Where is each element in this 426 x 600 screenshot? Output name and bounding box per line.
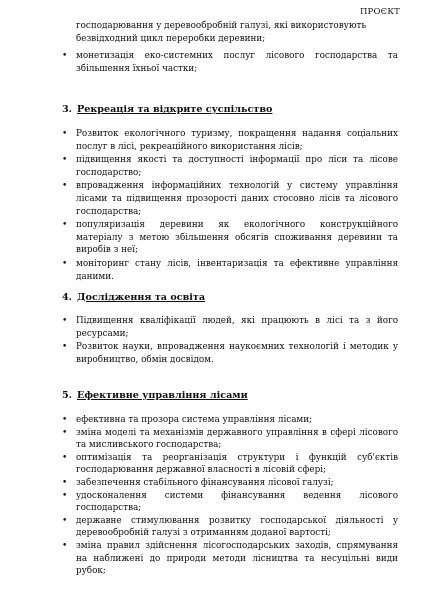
section-heading-3 xyxy=(62,104,272,115)
list-item xyxy=(62,515,398,540)
continuation-line: безвідходний цикл переробки деревини; xyxy=(76,33,266,44)
section-heading-4 xyxy=(62,292,205,303)
bullet-icon: • xyxy=(62,342,68,353)
bullet-icon: • xyxy=(62,490,68,501)
list-item-text: державне стимулювання розвитку господарської діяльності у деревообробній галузі з отриманням доданої вартості; xyxy=(76,515,398,539)
section-5-list xyxy=(62,414,398,578)
section-title: Рекреація та відкрите суспільство xyxy=(77,104,273,115)
list-item xyxy=(62,219,398,257)
bullet-icon: • xyxy=(62,51,68,62)
list-item-text: впровадження інформаційних технологій у систему управління лісами та підвищення прозорості даних стосовно лісів та лісового господарства; xyxy=(76,181,398,217)
bullet-icon: • xyxy=(62,427,68,438)
list-item xyxy=(62,341,398,366)
list-item xyxy=(62,258,398,283)
bullet-icon: • xyxy=(62,415,68,425)
list-item-text: моніторинг стану лісів, інвентаризація та ефективне управління даними. xyxy=(76,258,398,282)
list-item-text: оптимізація та реорганізація структури і функцій суб'єктів господарювання державної власності в лісовій сфері; xyxy=(76,452,398,476)
list-item-text: зміна моделі та механізмів державного управління в сфері лісового та мисливського господарства; xyxy=(76,427,398,451)
bullet-icon: • xyxy=(62,515,68,526)
list-item xyxy=(62,128,398,153)
list-item-text: Підвищення кваліфікації людей, які працюють в лісі та з його ресурсами; xyxy=(76,316,398,339)
list-item-text: Розвиток науки, впровадження наукоємних технологій і методик у виробництво, обмін досвідом. xyxy=(76,342,398,365)
list-item-text: підвищення якості та доступності інформації про ліси та лісове господарство; xyxy=(76,155,398,178)
bullet-icon: • xyxy=(62,452,68,463)
list-item xyxy=(62,427,398,452)
bullet-icon: • xyxy=(62,220,68,231)
continuation-line: господарювання у деревообробній галузі, які використовують xyxy=(76,21,367,31)
list-item-text: ефективна та прозора система управління лісами; xyxy=(76,415,313,425)
section-3-list xyxy=(62,128,398,283)
list-item xyxy=(62,452,398,477)
list-item xyxy=(62,477,398,490)
list-item-continuation xyxy=(62,20,398,45)
list-item xyxy=(62,540,398,578)
list-item-text: популяризація деревини як екологічного конструкційного матеріалу з метою збільшення обсягів споживання деревини та виробів з неї; xyxy=(76,220,398,256)
section-heading-5 xyxy=(62,390,248,401)
bullet-icon: • xyxy=(62,181,68,192)
list-item xyxy=(62,490,398,515)
bullet-icon: • xyxy=(62,129,68,139)
list-item-text: монетизація еко-системних послуг лісового господарства та збільшення їхньої частки; xyxy=(76,51,398,74)
draft-stamp: ПРОЄКТ xyxy=(359,7,400,17)
list-item-text: забезпечення стабільного фінансування лісової галузі; xyxy=(76,477,334,488)
list-item xyxy=(62,414,398,427)
bullet-icon: • xyxy=(62,155,68,166)
list-item xyxy=(62,154,398,179)
bullet-icon: • xyxy=(62,540,68,551)
list-item-text: Розвиток екологічного туризму, покращення надання соціальних послуг в лісі, рекреаційного використання лісів; xyxy=(76,129,398,152)
list-item-text: зміна правил здійснення лісогосподарських заходів, спрямування на наближені до природи методи лісництва та несуцільні види рубок; xyxy=(76,540,398,577)
section-number: 3. xyxy=(62,104,73,115)
section-title: Ефективне управління лісами xyxy=(77,390,248,401)
intro-list xyxy=(62,20,398,75)
bullet-icon: • xyxy=(62,316,68,326)
bullet-icon: • xyxy=(62,258,68,269)
list-item-text: удосконалення системи фінансування ведення лісового господарства; xyxy=(76,490,398,514)
list-item xyxy=(62,50,398,75)
bullet-icon: • xyxy=(62,477,68,488)
list-item xyxy=(62,315,398,340)
section-4-list xyxy=(62,315,398,366)
list-item xyxy=(62,180,398,218)
section-title: Дослідження та освіта xyxy=(77,292,206,303)
section-number: 5. xyxy=(62,390,73,401)
section-number: 4. xyxy=(62,292,73,303)
